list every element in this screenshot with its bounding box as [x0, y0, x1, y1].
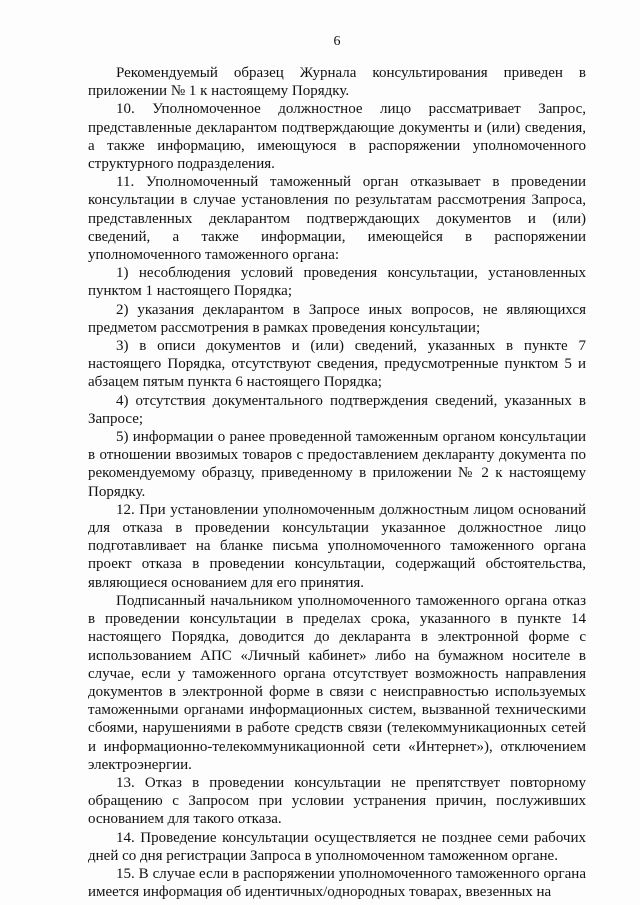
paragraph-10: 10. Уполномоченное должностное лицо рассматривает Запрос, представленные декларантом подтверждающие документы и (или) сведения, а также информацию, имеющуюся в распоряжении уполномоченного структурного подразделения.: [88, 101, 586, 173]
page-number: 6: [333, 34, 341, 49]
paragraph-14: 14. Проведение консультации осуществляется не позднее семи рабочих дней со дня регистрации Запроса в уполномоченном таможенном органе.: [88, 829, 586, 864]
paragraph-journal-sample: Рекомендуемый образец Журнала консультирования приведен в приложении № 1 к настоящему Порядку.: [88, 65, 586, 100]
list-item-3: 3) в описи документов и (или) сведений, указанных в пункте 7 настоящего Порядка, отсутствуют сведения, предусмотренные пунктом 5 и абзацем пятым пункта 6 настоящего Порядка;: [88, 338, 586, 391]
paragraph-12: 12. При установлении уполномоченным должностным лицом оснований для отказа в проведении консультации указанное должностное лицо подготавливает на бланке письма уполномоченного таможенного органа проект отказа в проведении консультации, содержащий обстоятельства, являющиеся основанием для его принятия.: [88, 501, 586, 591]
paragraph-15: 15. В случае если в распоряжении уполномоченного таможенного органа имеется информация об идентичных/однородных товарах, ввезенных на: [88, 865, 586, 901]
list-item-5: 5) информации о ранее проведенной таможенным органом консультации в отношении ввозимых товаров с предоставлением декларанту документа по рекомендуемому образцу, приведенному в приложении № 2 к настоящему Порядку.: [88, 429, 586, 500]
list-item-4: 4) отсутствия документального подтверждения сведений, указанных в Запросе;: [88, 392, 586, 427]
list-item-2: 2) указания декларантом в Запросе иных вопросов, не являющихся предметом рассмотрения в рамках проведения консультации;: [88, 301, 586, 336]
paragraph-signed-refusal: Подписанный начальником уполномоченного таможенного органа отказ в проведении консультации в пределах срока, указанного в пункте 14 настоящего Порядка, доводится до декларанта в электронной форме с использованием АПС «Личный кабинет» либо на бумажном носителе в случае, если у таможенного органа отсутствует возможность направления документов в электронной форме в связи с неисправностью используемых таможенными органами информационных систем, вызванной техническими сбоями, нарушениями в работе средств связи (телекоммуникационных сетей и информационно-телекоммуникационной сети «Интернет»), отключением электроэнергии.: [88, 592, 586, 773]
paragraph-13: 13. Отказ в проведении консультации не препятствует повторному обращению с Запросом при условии устранения причин, послуживших основанием для такого отказа.: [88, 774, 586, 828]
paragraph-11: 11. Уполномоченный таможенный орган отказывает в проведении консультации в случае установления по результатам рассмотрения Запроса, представленных декларантом подтверждающих документов и (или) сведений, а также информации, имеющейся в распоряжении уполномоченного таможенного органа:: [88, 174, 586, 264]
list-item-1: 1) несоблюдения условий проведения консультации, установленных пунктом 1 настоящего Порядка;: [88, 265, 586, 300]
document-body: [88, 64, 586, 901]
